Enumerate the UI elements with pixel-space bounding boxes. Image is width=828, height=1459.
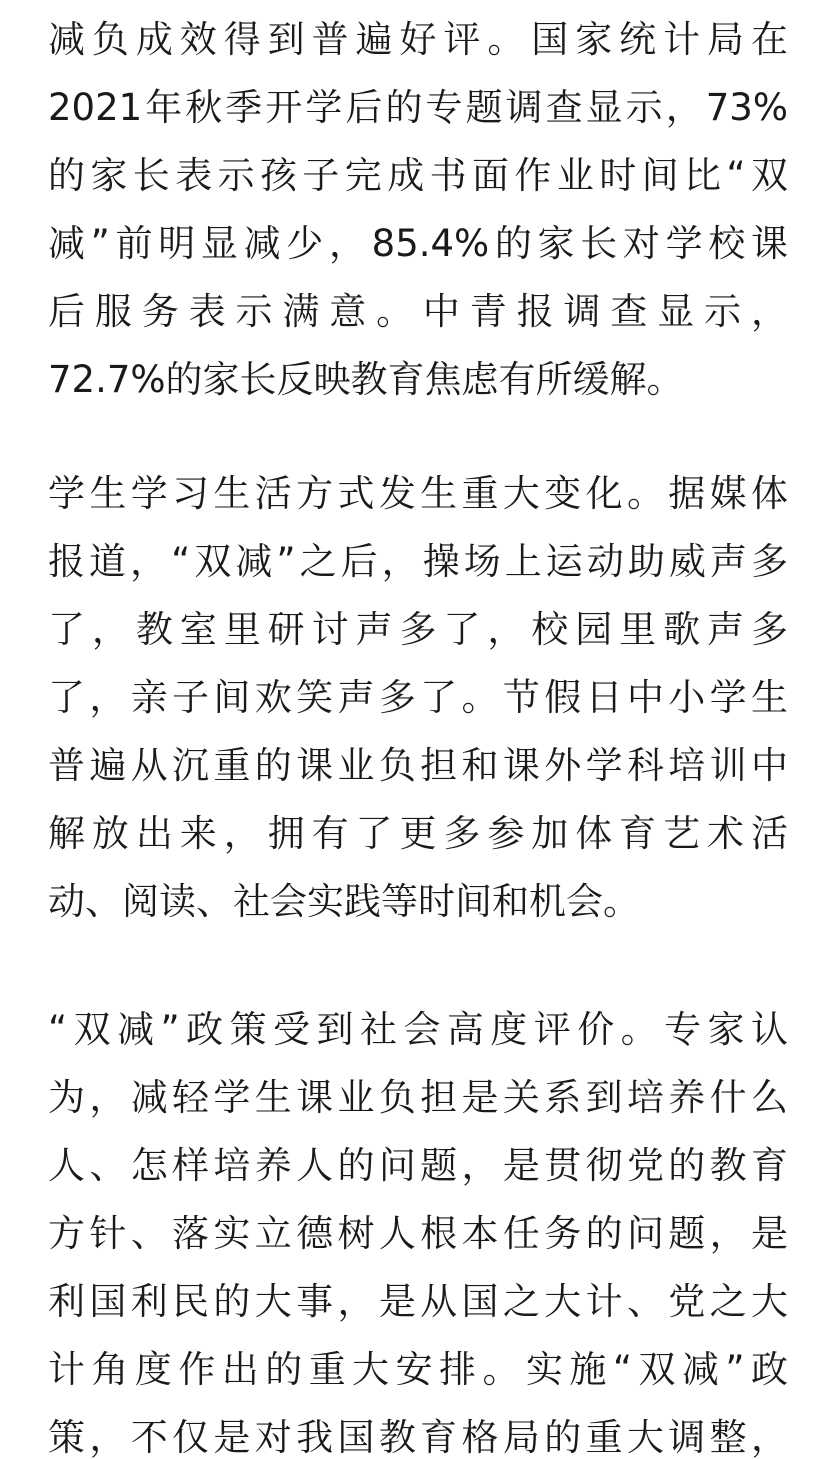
paragraph-lifestyle-change: [48, 460, 788, 936]
text-line: 后服务表示满意。中青报调查显示，: [48, 290, 788, 333]
text-line: 72.7%的家长反映教育焦虑有所缓解。: [48, 358, 684, 401]
paragraph-survey-results: [48, 6, 788, 414]
paragraph-policy-evaluation: [48, 996, 788, 1459]
text-line: 方针、落实立德树人根本任务的问题，是: [48, 1212, 788, 1255]
text-line: 了，教室里研讨声多了，校园里歌声多: [48, 608, 788, 651]
text-line: 学生学习生活方式发生重大变化。据媒体: [48, 472, 788, 515]
text-line: 为，减轻学生课业负担是关系到培养什么: [48, 1076, 788, 1119]
text-line: 了，亲子间欢笑声多了。节假日中小学生: [48, 676, 788, 719]
text-line: 2021年秋季开学后的专题调查显示，73%: [48, 86, 788, 129]
text-line: 利国利民的大事，是从国之大计、党之大: [48, 1280, 788, 1323]
text-line: 策，不仅是对我国教育格局的重大调整，: [48, 1416, 788, 1459]
text-line: 解放出来，拥有了更多参加体育艺术活: [48, 812, 788, 855]
text-line: 的家长表示孩子完成书面作业时间比“双: [48, 154, 788, 197]
text-line: 减负成效得到普遍好评。国家统计局在: [48, 18, 788, 61]
text-line: 计角度作出的重大安排。实施“双减”政: [48, 1348, 788, 1391]
text-line: “双减”政策受到社会高度评价。专家认: [48, 1008, 788, 1051]
text-line: 减”前明显减少，85.4%的家长对学校课: [48, 222, 788, 265]
text-line: 动、阅读、社会实践等时间和机会。: [48, 880, 640, 923]
text-line: 普遍从沉重的课业负担和课外学科培训中: [48, 744, 788, 787]
text-line: 人、怎样培养人的问题，是贯彻党的教育: [48, 1144, 788, 1187]
text-line: 报道，“双减”之后，操场上运动助威声多: [48, 540, 788, 583]
